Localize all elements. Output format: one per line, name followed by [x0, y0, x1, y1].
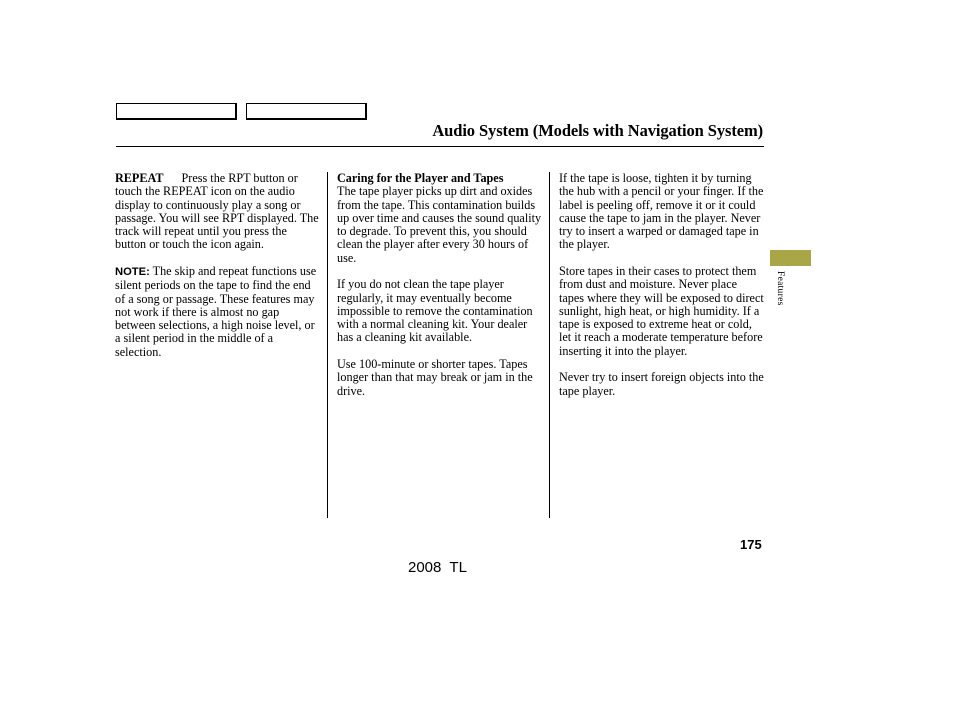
tape-length-paragraph: Use 100-minute or shorter tapes. Tapes longer than that may break or jam in the drive.: [337, 356, 533, 398]
foreign-objects-paragraph: Never try to insert foreign objects into the tape player.: [559, 370, 764, 398]
repeat-paragraph: [115, 172, 320, 252]
note-label: NOTE:: [115, 265, 150, 278]
section-tab[interactable]: [770, 250, 811, 266]
caring-body: The tape player picks up dirt and oxides from the tape. This contamination builds up over time and causes the sound quality to degrade. To prevent this, you should clean the player after every 30 hours of use.: [337, 184, 542, 265]
nav-button-next[interactable]: [246, 103, 367, 120]
caring-paragraph: [337, 172, 543, 265]
column-divider-2: [549, 172, 550, 518]
column-middle: [337, 172, 543, 411]
loose-tape-paragraph: If the tape is loose, tighten it by turning the hub with a pencil or your finger. If the label is peeling off, remove it or it could cause the tape to jam in the player. Never try to insert a warped or damaged tape in the player.: [559, 171, 764, 252]
repeat-body: or touch the REPEAT icon on the audio display to continuously play a song or passage. You will see RPT displayed. The track will repeat until you press the button or touch the icon again.: [115, 171, 319, 252]
model-label: 2008 TL: [408, 559, 467, 576]
note-paragraph: [115, 265, 320, 359]
column-right: [559, 172, 765, 411]
page-title: Audio System (Models with Navigation System): [432, 121, 763, 140]
column-divider-1: [327, 172, 328, 518]
cleaning-paragraph: If you do not clean the tape player regularly, it may eventually become impossible to remove the contamination with a normal cleaning kit. Your dealer has a cleaning kit available.: [337, 277, 533, 345]
storage-paragraph: Store tapes in their cases to protect them from dust and moisture. Never place tapes where they will be exposed to direct sunlight, high heat, or high humidity. If a tape is exposed to extreme heat or cold, let it reach a moderate temperature before inserting it into the player.: [559, 263, 764, 358]
nav-button-previous[interactable]: [116, 103, 237, 120]
caring-heading: Caring for the Player and Tapes: [337, 171, 504, 185]
column-left: [115, 172, 320, 372]
section-label: Features: [775, 271, 785, 306]
page-number: 175: [740, 537, 762, 552]
repeat-body-first: Press the RPT button: [181, 171, 285, 185]
title-divider: [116, 146, 764, 147]
note-body: The skip and repeat functions use silent periods on the tape to find the end of a song or passage. These features may not work if there is almost no gap between selections, a high noise level, or a silent period in the middle of a selection.: [115, 263, 317, 359]
repeat-heading: REPEAT: [115, 171, 164, 185]
